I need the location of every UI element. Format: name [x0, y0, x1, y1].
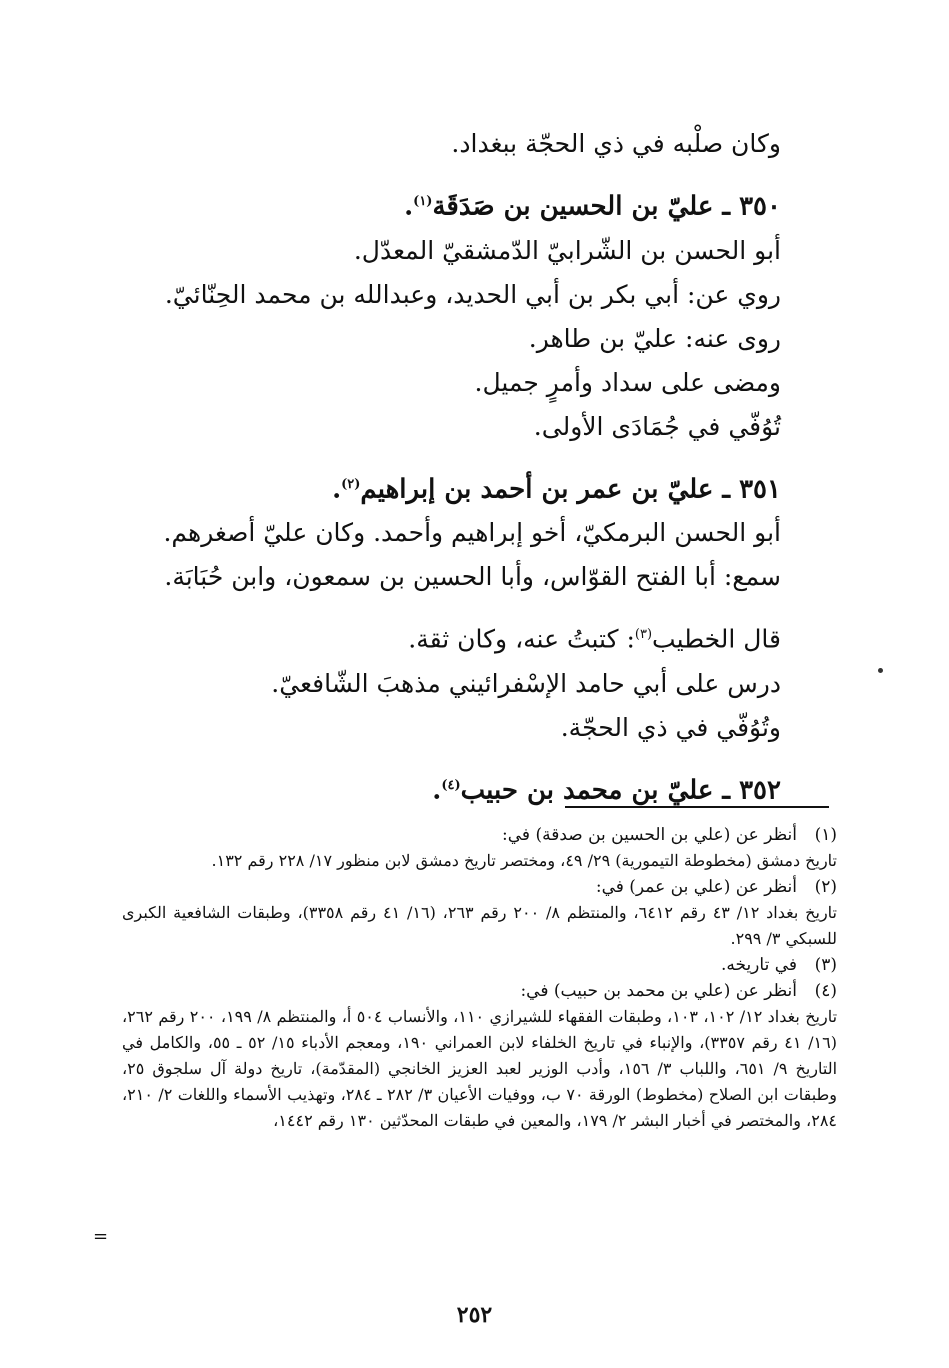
entry-350-heading [141, 180, 781, 229]
footnote-head: أنظر عن (علي بن عمر) في: [595, 877, 797, 897]
entry-351-line: درس على أبي حامد الإسْفرائيني مذهبَ الشّافعيّ. [271, 668, 781, 698]
entry-351-line: سمع: أبا الفتح القوّاس، وأبا الحسين بن سمعون، وابن حُبَابَة. [164, 562, 781, 592]
period: . [332, 474, 342, 505]
entry-350-line: روى عنه: عليّ بن طاهر. [528, 323, 781, 353]
footnote-3 [122, 952, 837, 978]
entry-350-line: أبو الحسن بن الشّرابيّ الدّمشقيّ المعدّل. [353, 235, 781, 265]
footnote-number: (١) [814, 825, 837, 845]
footnote-2 [122, 874, 837, 952]
entry-351-title: ٣٥١ ـ عليّ بن عمر بن أحمد بن إبراهيم [360, 474, 781, 505]
footnote-1 [122, 822, 837, 874]
entry-350-line: ومضى على سداد وأمرٍ جميل. [474, 367, 781, 397]
text-line: وكان صلْبه في ذي الحجّة ببغداد. [451, 129, 781, 158]
footnote-separator [565, 806, 829, 808]
footnote-ref-2[interactable]: (٢) [341, 476, 361, 492]
continuation-mark: = [93, 1226, 109, 1247]
entry-350-line: تُوُفّي في جُمَادَى الأولى. [533, 411, 781, 441]
entry-350-title: ٣٥٠ ـ عليّ بن الحسين بن صَدَقَة [432, 191, 781, 222]
scan-speck [878, 668, 883, 673]
footnote-number: (٢) [814, 877, 837, 897]
entry-350-line: روي عن: أبي بكر بن أبي الحديد، وعبدالله بن محمد الحِنّائيّ. [164, 279, 781, 309]
footnote-ref-3[interactable]: (٣) [634, 627, 653, 643]
footnote-body: تاريخ بغداد ١٢/ ١٠٢، ١٠٣، وطبقات الفقهاء للشيرازي ١١٠، والأنساب ٥٠٤ أ، والمنتظم ٨/ ١٩٩، ٢٠٠ رقم ٢٦٢، (١٦/ ٤١ رقم ٣٣٥٧)، والإنباء في تاريخ الخلفاء لابن العمراني ١٩٠، ومعجم الأدباء ١٥/ ٥٢ ـ ٥٥، والكامل في التاريخ ٩/ ٦٥١، واللباب ٣/ ١٥٦، وأدب الوزير لعبد العزيز الخانجي (المقدّمة)، تاريخ دولة آل سلجوق ٢٥، وطبقات ابن الصلاح (مخطوط) الورقة ٧٠ ب، ووفيات الأعيان ٣/ ٢٨٢ ـ ٢٨٤، وتهذيب الأسماء واللغات ٢/ ٢١٠، ٢٨٤، والمختصر في أخبار البشر ٢/ ١٧٩، والمعين في طبقات المحدّثين ١٣٠ رقم ١٤٤٢، [122, 1007, 838, 1130]
page-number: ٢٥٢ [456, 1302, 493, 1328]
footnote-head: أنظر عن (علي بن الحسين بن صدقة) في: [502, 825, 797, 845]
footnote-head: في تاريخه. [720, 955, 797, 975]
entry-351-line: أبو الحسن البرمكيّ، أخو إبراهيم وأحمد. وكان عليّ أصغرهم. [163, 518, 781, 548]
footnote-ref-1[interactable]: (١) [413, 194, 433, 209]
quote-source: قال الخطيب [652, 624, 781, 654]
footnote-4 [122, 978, 837, 1134]
main-text [141, 122, 781, 812]
period: . [432, 775, 442, 806]
footnote-body: تاريخ بغداد ١٢/ ٤٣ رقم ٦٤١٢، والمنتظم ٨/ ٢٠٠ رقم ٢٦٣، (١٦/ ٤١ رقم ٣٣٥٨)، وطبقات الشافعية الكبرى للسبكي ٣/ ٢٩٩. [122, 903, 838, 948]
entry-351-line [141, 613, 781, 661]
entry-351-heading [141, 463, 781, 512]
entry-352-title: ٣٥٢ ـ عليّ بن محمد بن حبيب [460, 775, 781, 806]
period: . [404, 191, 414, 222]
footnote-number: (٣) [814, 955, 837, 975]
entry-352-heading [141, 764, 781, 813]
quote-text: : كتبتُ عنه، وكان ثقة. [408, 624, 635, 654]
footnote-head: أنظر عن (علي بن محمد بن حبيب) في: [520, 981, 797, 1001]
footnotes [122, 822, 837, 1134]
entry-351-line: وتُوُفّي في ذي الحجّة. [560, 712, 781, 742]
footnote-body: تاريخ دمشق (مخطوطة التيمورية) ٢٩/ ٤٩، ومختصر تاريخ دمشق لابن منظور ١٧/ ٢٢٨ رقم ١٣٢. [211, 851, 837, 870]
footnote-ref-4[interactable]: (٤) [441, 777, 461, 793]
footnote-number: (٤) [814, 981, 837, 1001]
